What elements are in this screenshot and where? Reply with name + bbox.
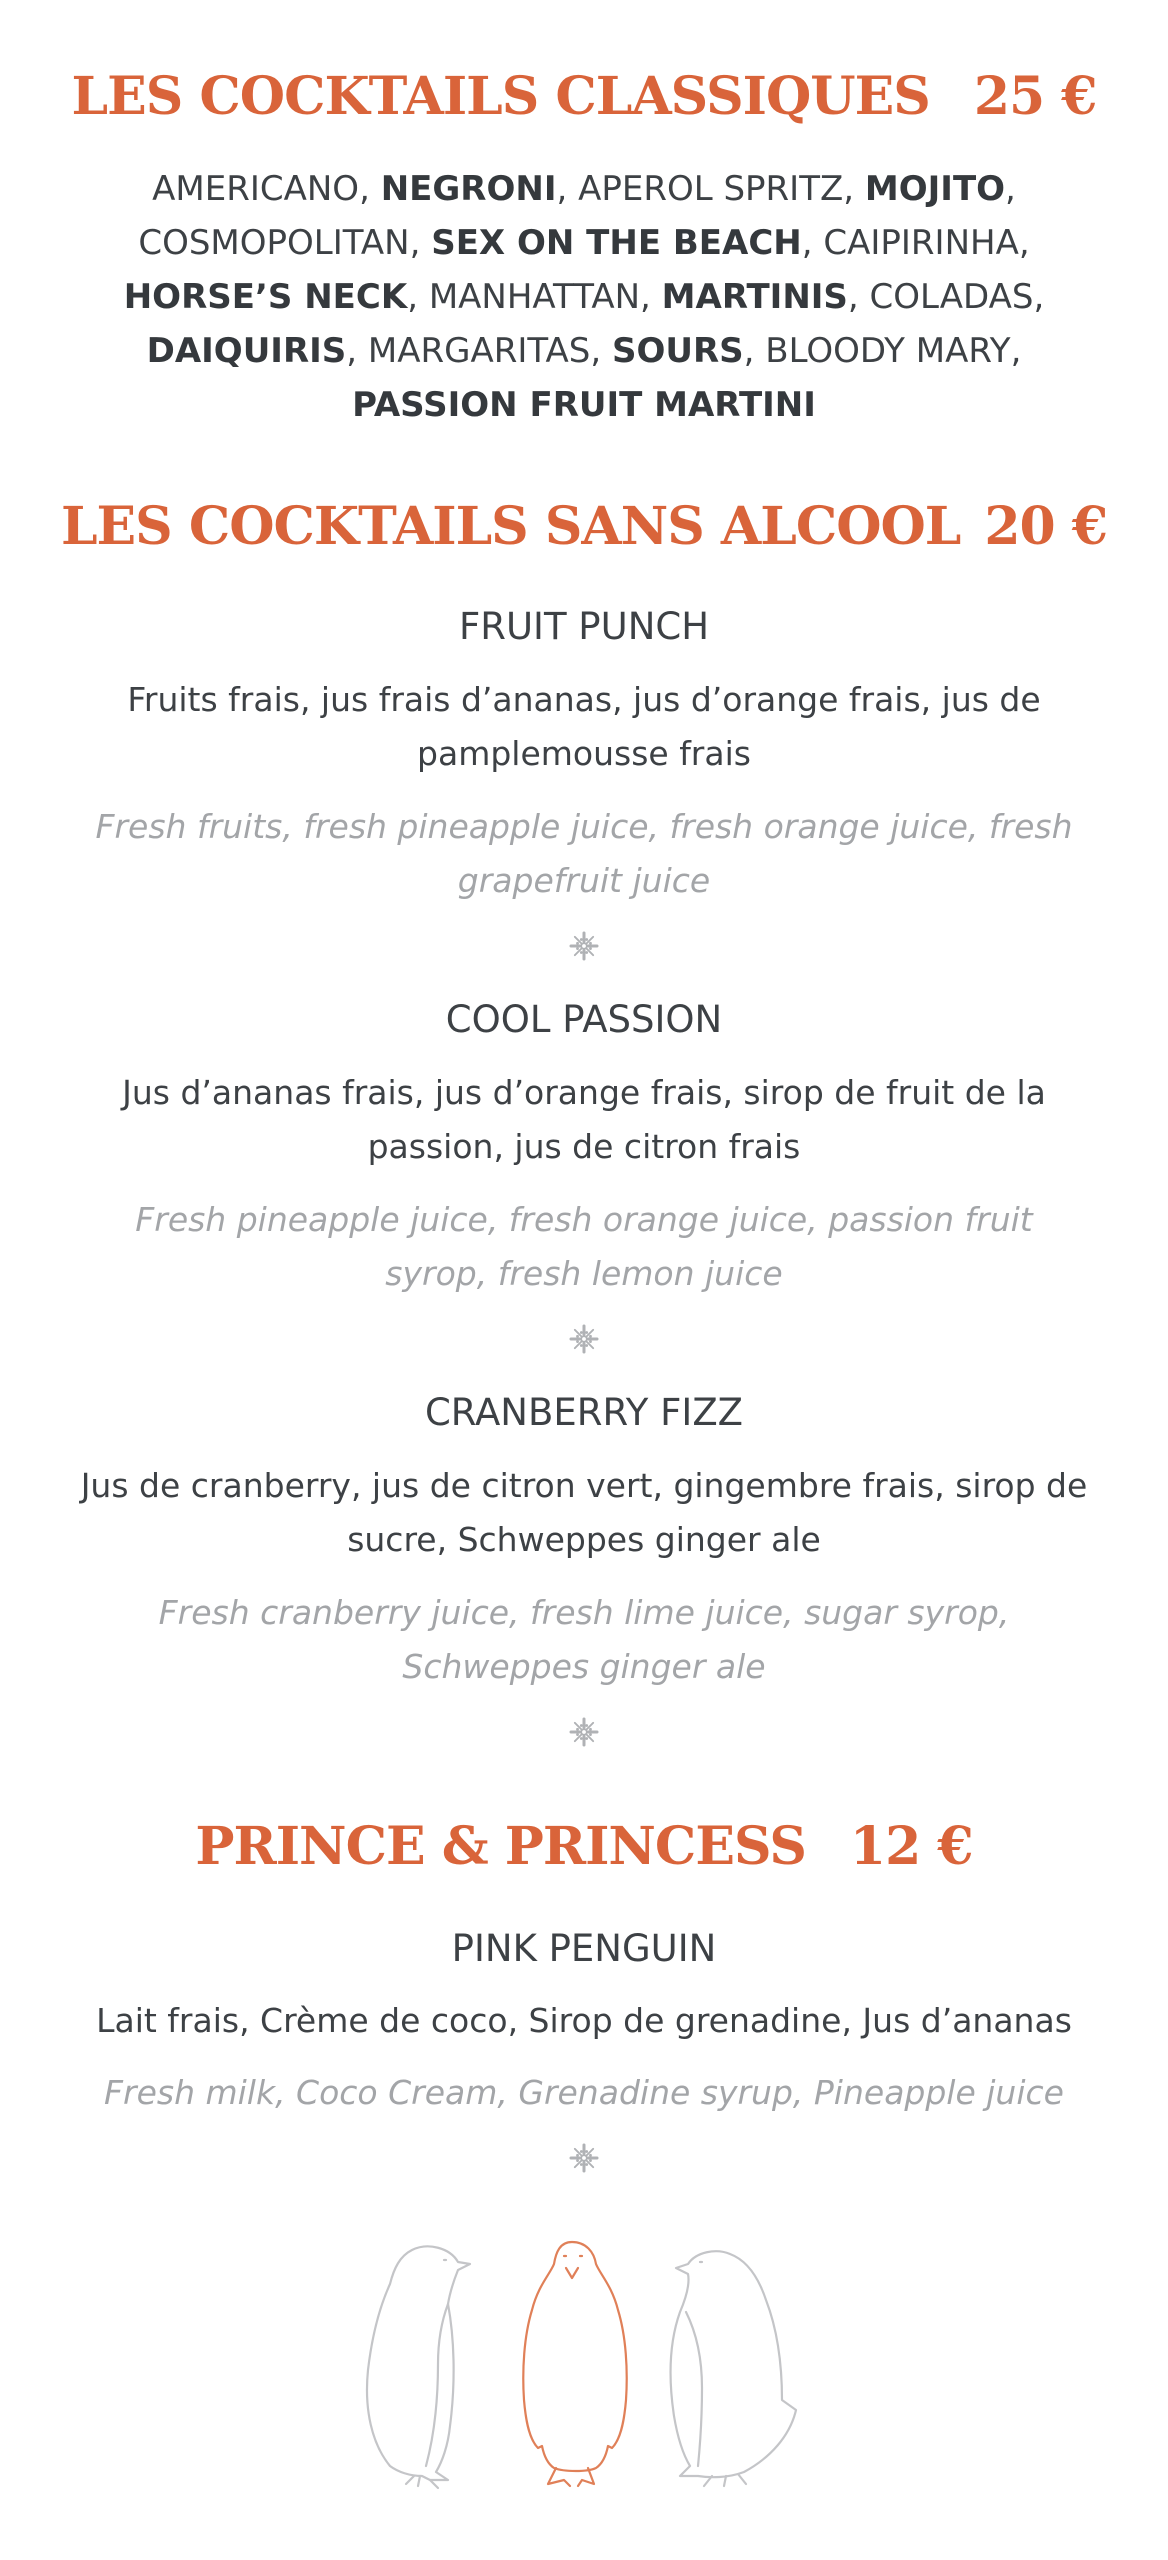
sans-alcool-price: 20 € bbox=[984, 496, 1108, 557]
menu-item-name: CRANBERRY FIZZ bbox=[424, 1391, 744, 1434]
three-penguins-illustration bbox=[350, 2240, 820, 2490]
menu-item-description-en: Fresh fruits, fresh pineapple juice, fresh orange juice, fresh grapefruit juice bbox=[95, 807, 1073, 900]
sans-alcool-heading bbox=[0, 496, 1168, 557]
kids-title: PRINCE & PRINCESS bbox=[195, 1816, 806, 1877]
classic-drink-name: BLOODY MARY bbox=[765, 331, 1011, 371]
classic-drink-name: MARGARITAS bbox=[367, 331, 591, 371]
penguin-left-icon bbox=[367, 2246, 470, 2488]
kids-heading bbox=[0, 1816, 1168, 1877]
classic-drink-name: CAIPIRINHA bbox=[823, 223, 1019, 263]
menu-item-name: COOL PASSION bbox=[445, 998, 723, 1041]
sans-alcool-title: LES COCKTAILS SANS ALCOOL bbox=[60, 496, 961, 557]
snowflake-icon bbox=[568, 1323, 600, 1355]
classic-drink-name: APEROL SPRITZ bbox=[578, 169, 844, 209]
menu-item-name: PINK PENGUIN bbox=[451, 1927, 717, 1970]
menu-item-description-en: Fresh milk, Coco Cream, Grenadine syrup, Pineapple juice bbox=[104, 2073, 1064, 2112]
classic-drink-name: PASSION FRUIT MARTINI bbox=[352, 385, 816, 425]
snowflake-icon bbox=[568, 2142, 600, 2174]
classic-drink-name: COLADAS bbox=[869, 277, 1034, 317]
penguin-middle-icon bbox=[523, 2242, 626, 2486]
menu-item-description-en: Fresh cranberry juice, fresh lime juice, sugar syrop, Schweppes ginger ale bbox=[158, 1593, 1010, 1686]
classic-drink-name: AMERICANO bbox=[152, 169, 360, 209]
classic-drink-name: MARTINIS bbox=[661, 277, 848, 317]
classics-heading bbox=[0, 66, 1168, 127]
menu-item-description-fr: Jus d’ananas frais, jus d’orange frais, sirop de fruit de la passion, jus de citron frais bbox=[122, 1073, 1046, 1166]
menu-item-name: FRUIT PUNCH bbox=[458, 605, 710, 648]
classic-drink-name: SEX ON THE BEACH bbox=[431, 223, 802, 263]
classics-drink-list: AMERICANO, NEGRONI, APEROL SPRITZ, MOJITO, COSMOPOLITAN, SEX ON THE BEACH, CAIPIRINHA, HORSE’S NECK, MANHATTAN, MARTINIS, COLADAS, DAIQUIRIS, MARGARITAS, SOURS, BLOODY MARY, PASSION FRUIT MARTINI bbox=[123, 169, 1045, 425]
menu-item-description-fr: Jus de cranberry, jus de citron vert, gingembre frais, sirop de sucre, Schweppes ginger ale bbox=[80, 1466, 1088, 1559]
penguin-right-icon bbox=[671, 2251, 796, 2486]
snowflake-icon bbox=[568, 930, 600, 962]
classic-drink-name: SOURS bbox=[611, 331, 744, 371]
classic-drink-name: MANHATTAN bbox=[428, 277, 641, 317]
classic-drink-name: HORSE’S NECK bbox=[123, 277, 408, 317]
classics-price: 25 € bbox=[973, 66, 1097, 127]
menu-item-description-fr: Lait frais, Crème de coco, Sirop de grenadine, Jus d’ananas bbox=[96, 2001, 1072, 2040]
classic-drink-name: MOJITO bbox=[864, 169, 1006, 209]
snowflake-icon bbox=[568, 1716, 600, 1748]
menu-item-description-en: Fresh pineapple juice, fresh orange juice, passion fruit syrop, fresh lemon juice bbox=[135, 1200, 1033, 1293]
kids-price: 12 € bbox=[849, 1816, 973, 1877]
classic-drink-name: DAIQUIRIS bbox=[146, 331, 347, 371]
classics-title: LES COCKTAILS CLASSIQUES bbox=[71, 66, 930, 127]
menu-item-description-fr: Fruits frais, jus frais d’ananas, jus d’orange frais, jus de pamplemousse frais bbox=[127, 680, 1041, 773]
classic-drink-name: NEGRONI bbox=[380, 169, 557, 209]
classic-drink-name: COSMOPOLITAN bbox=[138, 223, 410, 263]
